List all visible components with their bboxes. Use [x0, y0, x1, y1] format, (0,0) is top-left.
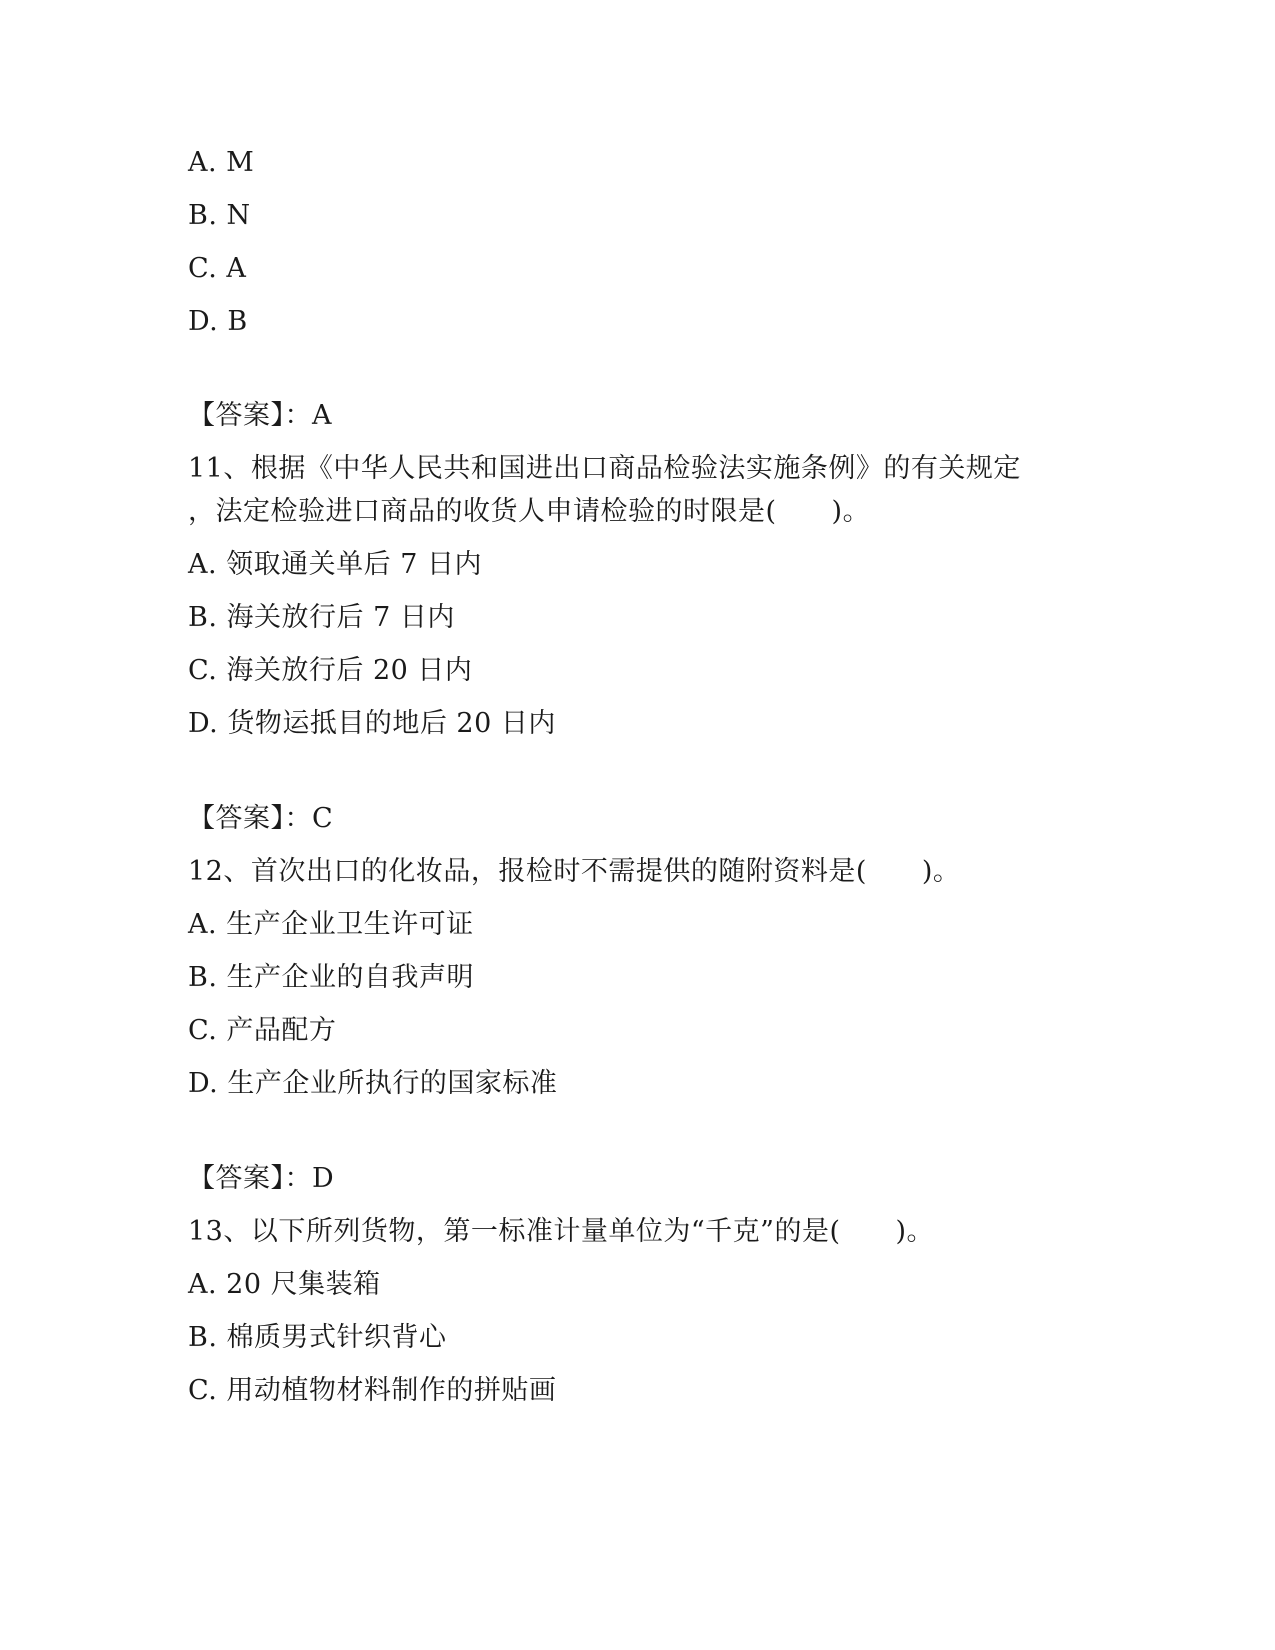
q11-stem-line1: 11、根据《中华人民共和国进出口商品检验法实施条例》的有关规定	[188, 453, 1021, 484]
q11-stem-line2: ，法定检验进口商品的收货人申请检验的时限是( )。	[188, 496, 871, 527]
q12-stem: 12、首次出口的化妆品，报检时不需提供的随附资料是( )。	[188, 856, 961, 887]
q12-option-b: B. 生产企业的自我声明	[188, 962, 475, 993]
q11-option-b: B. 海关放行后 7 日内	[188, 602, 455, 633]
q10-option-b: B. N	[188, 200, 251, 231]
q13-option-b: B. 棉质男式针织背心	[188, 1322, 447, 1353]
q10-option-a: A. M	[188, 147, 255, 178]
q11-option-a: A. 领取通关单后 7 日内	[188, 549, 483, 580]
q10-option-c: C. A	[188, 253, 247, 284]
q12-option-a: A. 生产企业卫生许可证	[188, 909, 474, 940]
q13-option-a: A. 20 尺集装箱	[188, 1269, 381, 1300]
q10-answer: 【答案】：A	[188, 400, 332, 431]
q11-option-d: D. 货物运抵目的地后 20 日内	[188, 708, 556, 739]
q12-option-d: D. 生产企业所执行的国家标准	[188, 1068, 558, 1099]
q11-answer: 【答案】：C	[188, 803, 334, 834]
q10-option-d: D. B	[188, 306, 248, 337]
q12-option-c: C. 产品配方	[188, 1015, 337, 1046]
q11-option-c: C. 海关放行后 20 日内	[188, 655, 473, 686]
q13-option-c: C. 用动植物材料制作的拼贴画	[188, 1375, 557, 1406]
q12-answer: 【答案】：D	[188, 1163, 335, 1194]
q13-stem: 13、以下所列货物，第一标准计量单位为“千克”的是( )。	[188, 1216, 935, 1247]
